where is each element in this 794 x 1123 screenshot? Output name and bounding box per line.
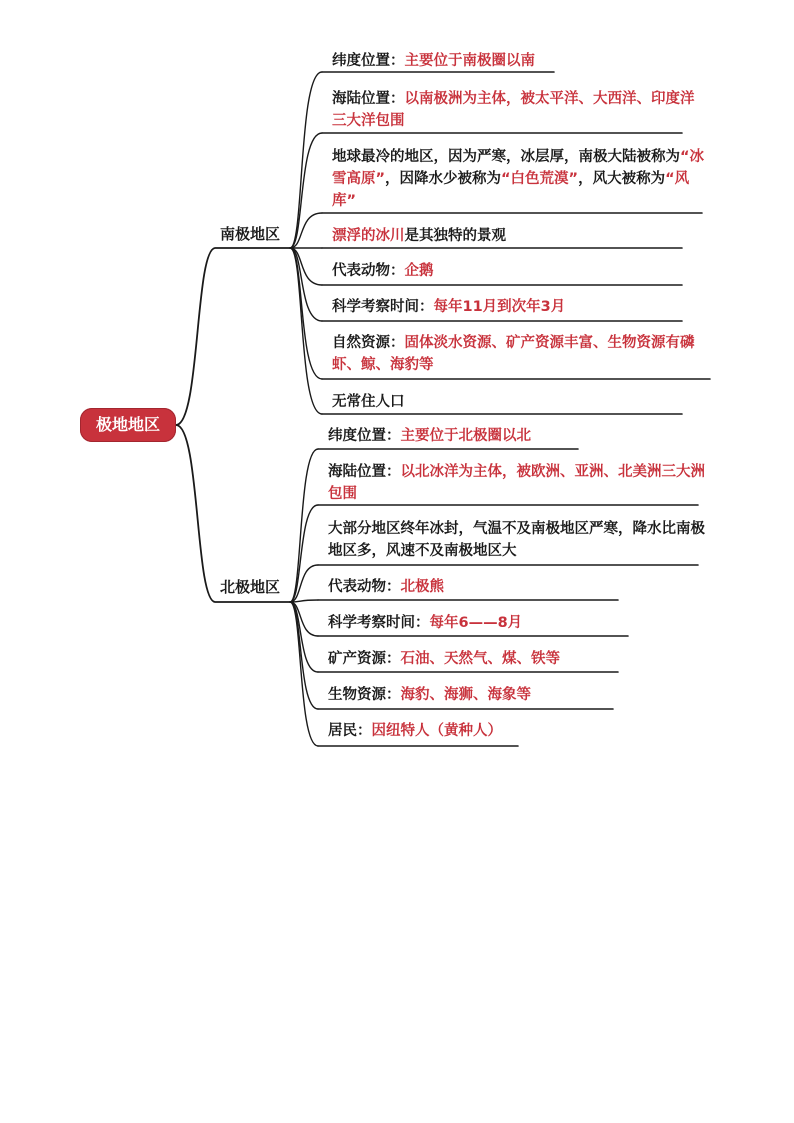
south-leaf-7[interactable] (332, 332, 707, 376)
leaf-text: 科学考察时间： (328, 615, 430, 631)
leaf-text: 自然资源： (332, 335, 405, 351)
leaf-text: ，因降水少被称为 (385, 171, 502, 187)
highlight-text: “冰雪高原” (332, 149, 705, 187)
north-connector-2 (290, 505, 318, 602)
north-leaf-4[interactable] (328, 576, 706, 598)
leaf-text: 海陆位置： (328, 464, 401, 480)
north-leaf-7[interactable] (328, 684, 706, 706)
highlight-text: 主要位于南极圈以南 (404, 53, 535, 69)
branch-north-polar[interactable]: 北极地区 (220, 578, 281, 596)
highlight-text: 海豹、海狮、海象等 (400, 687, 531, 703)
highlight-text: 漂浮的冰川 (332, 228, 405, 244)
root-to-north-connector (176, 425, 290, 602)
highlight-text: 每年6——8月 (429, 615, 523, 631)
north-leaf-3[interactable] (328, 518, 706, 562)
leaf-text: 海陆位置： (332, 91, 405, 107)
leaf-text: 居民： (328, 723, 372, 739)
highlight-text: 北极熊 (400, 579, 444, 595)
highlight-text: 石油、天然气、煤、铁等 (400, 651, 560, 667)
highlight-text: 每年11月到次年3月 (433, 299, 566, 315)
north-connector-1 (290, 449, 318, 602)
south-leaf-4[interactable] (332, 225, 707, 247)
south-leaf-1[interactable] (332, 50, 707, 72)
leaf-text: 科学考察时间： (332, 299, 434, 315)
south-leaf-6[interactable] (332, 296, 707, 318)
leaf-text: ，风大被称为 (578, 171, 666, 187)
highlight-text: “白色荒漠” (501, 171, 579, 187)
north-connector-7 (290, 602, 318, 709)
leaf-text: 无常住人口 (332, 394, 405, 410)
branch-south-polar[interactable]: 南极地区 (220, 225, 281, 243)
root-node[interactable]: 极地地区 (80, 408, 176, 442)
south-connector-8 (290, 248, 322, 414)
leaf-text: 纬度位置： (328, 428, 401, 444)
root-to-south-connector (176, 248, 290, 425)
north-connector-6 (290, 602, 318, 672)
leaf-text: 代表动物： (328, 579, 401, 595)
south-connector-2 (290, 133, 322, 248)
leaf-text: 纬度位置： (332, 53, 405, 69)
north-leaf-8[interactable] (328, 720, 706, 742)
north-leaf-5[interactable] (328, 612, 706, 634)
south-leaf-8[interactable] (332, 391, 707, 413)
south-leaf-5[interactable] (332, 260, 707, 282)
highlight-text: “风库” (332, 171, 690, 209)
highlight-text: 以南极洲为主体，被太平洋、大西洋、印度洋三大洋包围 (332, 91, 695, 129)
highlight-text: 企鹅 (404, 263, 434, 279)
highlight-text: 固体淡水资源、矿产资源丰富、生物资源有磷虾、鲸、海豹等 (332, 335, 695, 373)
leaf-text: 大部分地区终年冰封，气温不及南极地区严寒，降水比南极地区多，风速不及南极地区大 (328, 521, 705, 559)
south-leaf-3[interactable] (332, 146, 707, 212)
north-leaf-6[interactable] (328, 648, 706, 670)
south-leaf-2[interactable] (332, 88, 707, 132)
leaf-text: 是其独特的景观 (404, 228, 506, 244)
highlight-text: 主要位于北极圈以北 (400, 428, 531, 444)
leaf-text: 生物资源： (328, 687, 401, 703)
leaf-text: 代表动物： (332, 263, 405, 279)
leaf-text: 矿产资源： (328, 651, 401, 667)
highlight-text: 因纽特人（黄种人） (371, 723, 502, 739)
north-leaf-1[interactable] (328, 425, 706, 447)
leaf-text: 地球最冷的地区，因为严寒，冰层厚，南极大陆被称为 (332, 149, 680, 165)
north-leaf-2[interactable] (328, 461, 706, 505)
south-connector-7 (290, 248, 322, 379)
highlight-text: 以北冰洋为主体，被欧洲、亚洲、北美洲三大洲包围 (328, 464, 705, 502)
